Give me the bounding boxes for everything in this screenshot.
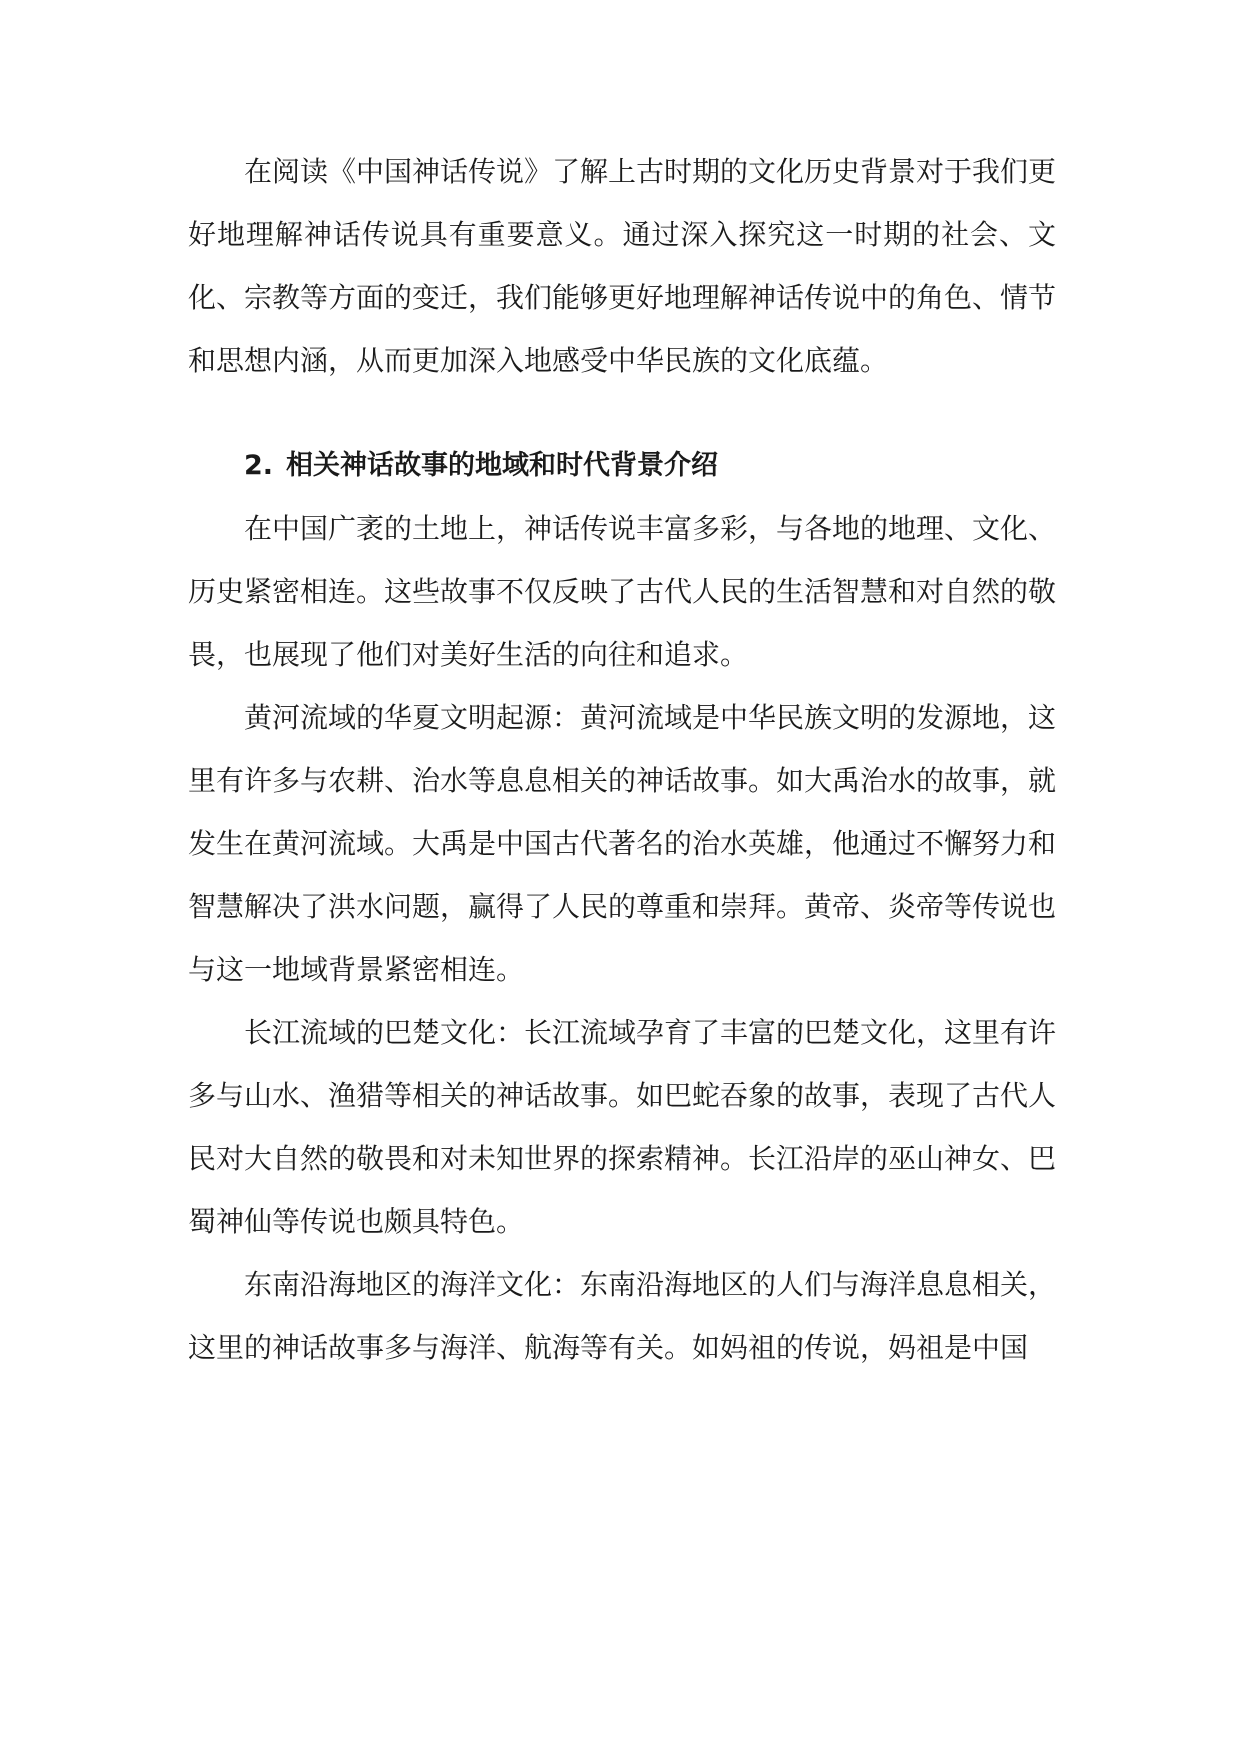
paragraph-intro: 在阅读《中国神话传说》了解上古时期的文化历史背景对于我们更好地理解神话传说具有重要意义。通过深入探究这一时期的社会、文化、宗教等方面的变迁，我们能够更好地理解神话传说中的角色、情节和思想内涵，从而更加深入地感受中华民族的文化底蕴。 <box>188 155 1057 377</box>
section-heading <box>188 434 1056 497</box>
section-number: 2. <box>244 450 274 481</box>
paragraph-southeast-coast: 东南沿海地区的海洋文化：东南沿海地区的人们与海洋息息相关，这里的神话故事多与海洋、航海等有关。如妈祖的传说，妈祖是中国 <box>188 1268 1057 1364</box>
section-title: 相关神话故事的地域和时代背景介绍 <box>286 450 718 481</box>
document-body <box>188 140 1056 1379</box>
paragraph-yangtze-river: 长江流域的巴楚文化：长江流域孕育了丰富的巴楚文化，这里有许多与山水、渔猎等相关的神话故事。如巴蛇吞象的故事，表现了古代人民对大自然的敬畏和对未知世界的探索精神。长江沿岸的巫山神女、巴蜀神仙等传说也颇具特色。 <box>188 1016 1057 1238</box>
paragraph-yellow-river: 黄河流域的华夏文明起源：黄河流域是中华民族文明的发源地，这里有许多与农耕、治水等息息相关的神话故事。如大禹治水的故事，就发生在黄河流域。大禹是中国古代著名的治水英雄，他通过不懈努力和智慧解决了洪水问题，赢得了人民的尊重和崇拜。黄帝、炎帝等传说也与这一地域背景紧密相连。 <box>188 701 1057 986</box>
paragraph-overview: 在中国广袤的土地上，神话传说丰富多彩，与各地的地理、文化、历史紧密相连。这些故事不仅反映了古代人民的生活智慧和对自然的敬畏，也展现了他们对美好生活的向往和追求。 <box>188 512 1057 671</box>
